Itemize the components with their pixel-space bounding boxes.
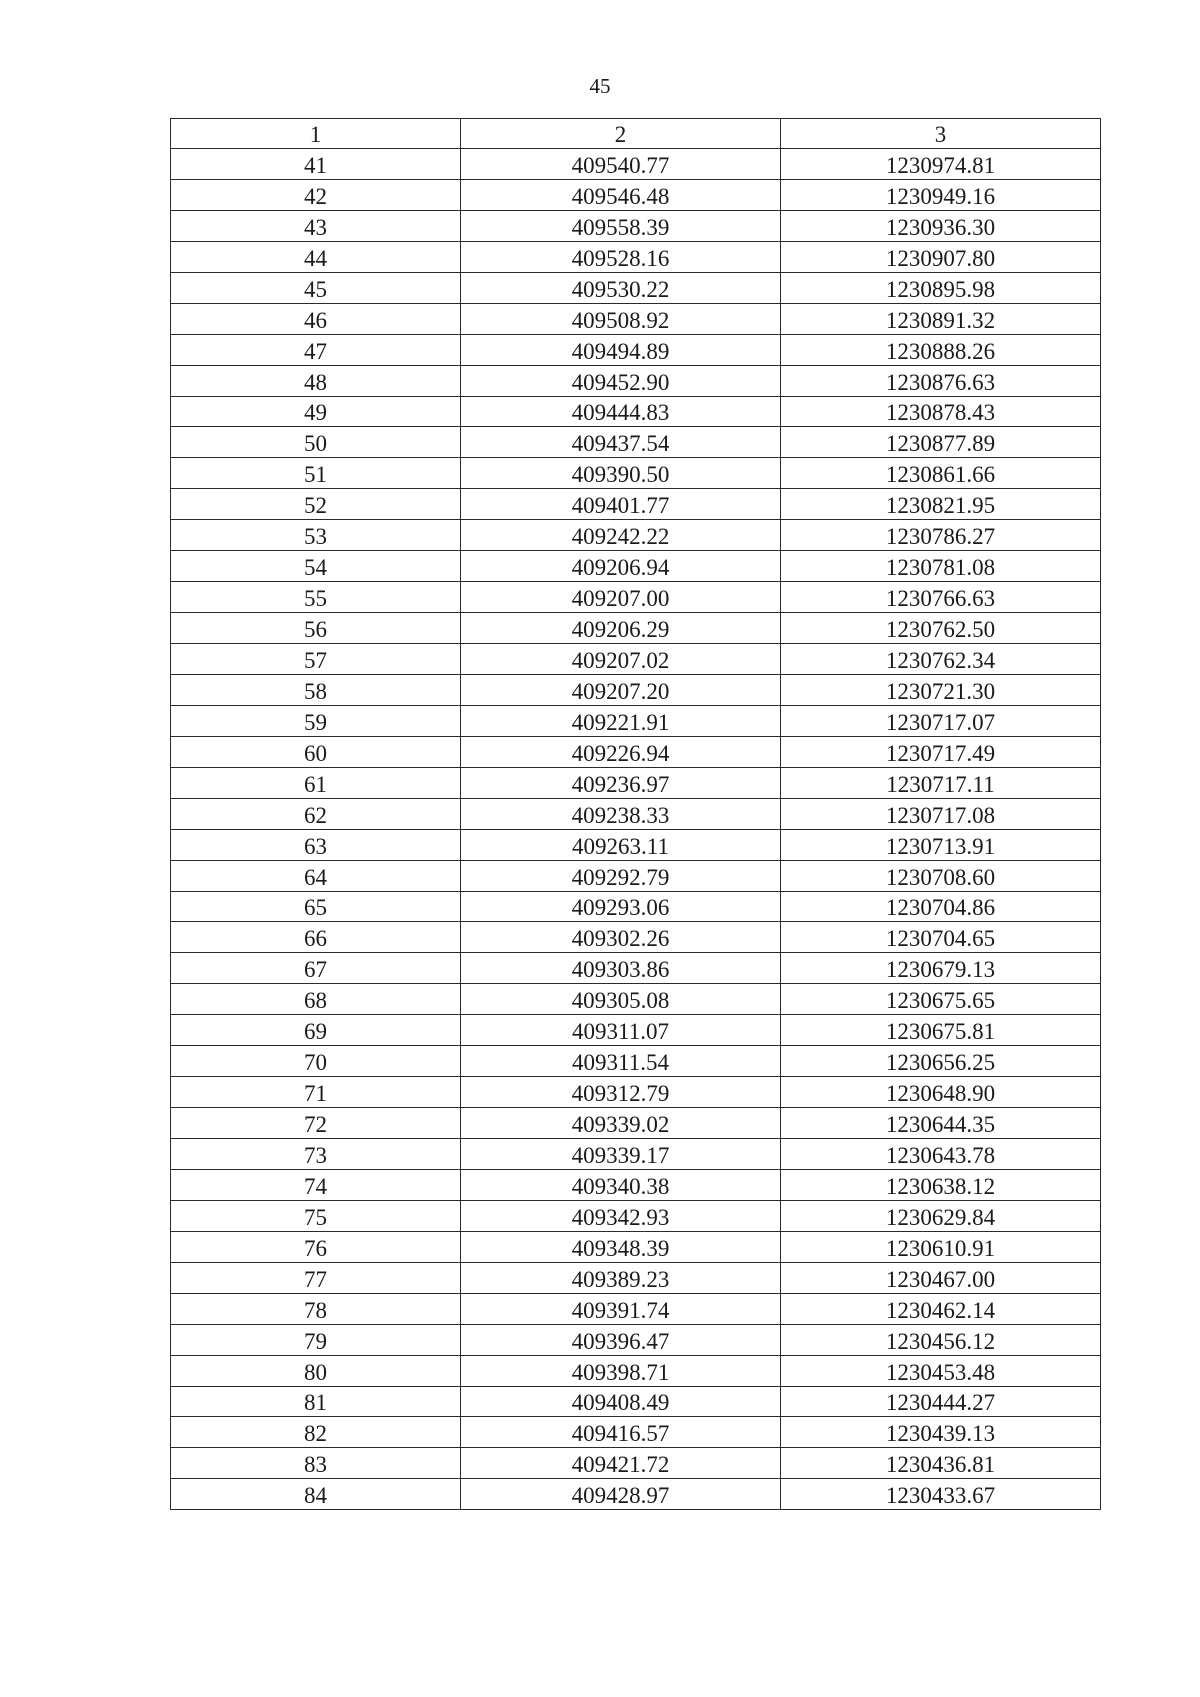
point-number-cell: 68 <box>171 984 461 1015</box>
point-number-cell: 64 <box>171 860 461 891</box>
x-coordinate-cell: 409339.02 <box>461 1108 781 1139</box>
table-row <box>171 1139 1101 1170</box>
table-row <box>171 705 1101 736</box>
y-coordinate-cell: 1230644.35 <box>781 1108 1101 1139</box>
x-coordinate-cell: 409226.94 <box>461 736 781 767</box>
table-header-row <box>171 119 1101 149</box>
point-number-cell: 47 <box>171 334 461 365</box>
y-coordinate-cell: 1230704.86 <box>781 891 1101 922</box>
table-row <box>171 489 1101 520</box>
x-coordinate-cell: 409206.94 <box>461 551 781 582</box>
table-row <box>171 953 1101 984</box>
point-number-cell: 46 <box>171 303 461 334</box>
point-number-cell: 73 <box>171 1139 461 1170</box>
x-coordinate-cell: 409508.92 <box>461 303 781 334</box>
y-coordinate-cell: 1230467.00 <box>781 1262 1101 1293</box>
y-coordinate-cell: 1230936.30 <box>781 210 1101 241</box>
table-row <box>171 1108 1101 1139</box>
table-row <box>171 272 1101 303</box>
y-coordinate-cell: 1230456.12 <box>781 1324 1101 1355</box>
x-coordinate-cell: 409238.33 <box>461 798 781 829</box>
point-number-cell: 59 <box>171 705 461 736</box>
column-header-3: 3 <box>781 119 1101 149</box>
table-row <box>171 1479 1101 1510</box>
table-row <box>171 674 1101 705</box>
table-row <box>171 210 1101 241</box>
y-coordinate-cell: 1230786.27 <box>781 520 1101 551</box>
table-row <box>171 829 1101 860</box>
table-row <box>171 365 1101 396</box>
point-number-cell: 54 <box>171 551 461 582</box>
y-coordinate-cell: 1230762.50 <box>781 613 1101 644</box>
table-row <box>171 1015 1101 1046</box>
point-number-cell: 51 <box>171 458 461 489</box>
table-row <box>171 1200 1101 1231</box>
x-coordinate-cell: 409342.93 <box>461 1200 781 1231</box>
x-coordinate-cell: 409540.77 <box>461 149 781 180</box>
y-coordinate-cell: 1230821.95 <box>781 489 1101 520</box>
point-number-cell: 53 <box>171 520 461 551</box>
point-number-cell: 72 <box>171 1108 461 1139</box>
table-row <box>171 613 1101 644</box>
x-coordinate-cell: 409236.97 <box>461 767 781 798</box>
point-number-cell: 65 <box>171 891 461 922</box>
x-coordinate-cell: 409348.39 <box>461 1231 781 1262</box>
table-row <box>171 396 1101 427</box>
x-coordinate-cell: 409311.07 <box>461 1015 781 1046</box>
point-number-cell: 50 <box>171 427 461 458</box>
x-coordinate-cell: 409207.20 <box>461 674 781 705</box>
point-number-cell: 57 <box>171 644 461 675</box>
y-coordinate-cell: 1230679.13 <box>781 953 1101 984</box>
x-coordinate-cell: 409444.83 <box>461 396 781 427</box>
x-coordinate-cell: 409401.77 <box>461 489 781 520</box>
x-coordinate-cell: 409263.11 <box>461 829 781 860</box>
x-coordinate-cell: 409340.38 <box>461 1169 781 1200</box>
y-coordinate-cell: 1230675.65 <box>781 984 1101 1015</box>
table-row <box>171 1355 1101 1386</box>
point-number-cell: 71 <box>171 1077 461 1108</box>
x-coordinate-cell: 409242.22 <box>461 520 781 551</box>
table-row <box>171 767 1101 798</box>
point-number-cell: 61 <box>171 767 461 798</box>
y-coordinate-cell: 1230717.11 <box>781 767 1101 798</box>
x-coordinate-cell: 409391.74 <box>461 1293 781 1324</box>
point-number-cell: 69 <box>171 1015 461 1046</box>
x-coordinate-cell: 409389.23 <box>461 1262 781 1293</box>
point-number-cell: 84 <box>171 1479 461 1510</box>
point-number-cell: 70 <box>171 1046 461 1077</box>
y-coordinate-cell: 1230648.90 <box>781 1077 1101 1108</box>
x-coordinate-cell: 409408.49 <box>461 1386 781 1417</box>
point-number-cell: 62 <box>171 798 461 829</box>
table-row <box>171 1293 1101 1324</box>
y-coordinate-cell: 1230974.81 <box>781 149 1101 180</box>
point-number-cell: 41 <box>171 149 461 180</box>
table-row <box>171 520 1101 551</box>
x-coordinate-cell: 409428.97 <box>461 1479 781 1510</box>
y-coordinate-cell: 1230878.43 <box>781 396 1101 427</box>
table-row <box>171 736 1101 767</box>
point-number-cell: 82 <box>171 1417 461 1448</box>
point-number-cell: 56 <box>171 613 461 644</box>
table-row <box>171 241 1101 272</box>
table-row <box>171 860 1101 891</box>
y-coordinate-cell: 1230717.49 <box>781 736 1101 767</box>
table-row <box>171 149 1101 180</box>
table-row <box>171 179 1101 210</box>
point-number-cell: 81 <box>171 1386 461 1417</box>
x-coordinate-cell: 409206.29 <box>461 613 781 644</box>
point-number-cell: 63 <box>171 829 461 860</box>
x-coordinate-cell: 409390.50 <box>461 458 781 489</box>
table-row <box>171 1169 1101 1200</box>
y-coordinate-cell: 1230444.27 <box>781 1386 1101 1417</box>
point-number-cell: 67 <box>171 953 461 984</box>
coordinates-table <box>170 118 1101 1510</box>
point-number-cell: 58 <box>171 674 461 705</box>
y-coordinate-cell: 1230610.91 <box>781 1231 1101 1262</box>
y-coordinate-cell: 1230629.84 <box>781 1200 1101 1231</box>
x-coordinate-cell: 409302.26 <box>461 922 781 953</box>
y-coordinate-cell: 1230675.81 <box>781 1015 1101 1046</box>
point-number-cell: 83 <box>171 1448 461 1479</box>
table-row <box>171 984 1101 1015</box>
table-row <box>171 644 1101 675</box>
x-coordinate-cell: 409530.22 <box>461 272 781 303</box>
x-coordinate-cell: 409207.00 <box>461 582 781 613</box>
column-header-2: 2 <box>461 119 781 149</box>
point-number-cell: 43 <box>171 210 461 241</box>
table-row <box>171 922 1101 953</box>
y-coordinate-cell: 1230891.32 <box>781 303 1101 334</box>
y-coordinate-cell: 1230717.08 <box>781 798 1101 829</box>
y-coordinate-cell: 1230888.26 <box>781 334 1101 365</box>
table-row <box>171 551 1101 582</box>
point-number-cell: 45 <box>171 272 461 303</box>
point-number-cell: 49 <box>171 396 461 427</box>
table-row <box>171 582 1101 613</box>
point-number-cell: 79 <box>171 1324 461 1355</box>
table-row <box>171 303 1101 334</box>
y-coordinate-cell: 1230638.12 <box>781 1169 1101 1200</box>
y-coordinate-cell: 1230895.98 <box>781 272 1101 303</box>
x-coordinate-cell: 409398.71 <box>461 1355 781 1386</box>
table-row <box>171 1231 1101 1262</box>
x-coordinate-cell: 409303.86 <box>461 953 781 984</box>
y-coordinate-cell: 1230433.67 <box>781 1479 1101 1510</box>
y-coordinate-cell: 1230907.80 <box>781 241 1101 272</box>
point-number-cell: 55 <box>171 582 461 613</box>
table-row <box>171 1046 1101 1077</box>
y-coordinate-cell: 1230643.78 <box>781 1139 1101 1170</box>
x-coordinate-cell: 409305.08 <box>461 984 781 1015</box>
x-coordinate-cell: 409558.39 <box>461 210 781 241</box>
point-number-cell: 44 <box>171 241 461 272</box>
table-row <box>171 798 1101 829</box>
x-coordinate-cell: 409396.47 <box>461 1324 781 1355</box>
x-coordinate-cell: 409494.89 <box>461 334 781 365</box>
y-coordinate-cell: 1230781.08 <box>781 551 1101 582</box>
point-number-cell: 52 <box>171 489 461 520</box>
y-coordinate-cell: 1230861.66 <box>781 458 1101 489</box>
table-row <box>171 1077 1101 1108</box>
table-body <box>171 149 1101 1510</box>
y-coordinate-cell: 1230436.81 <box>781 1448 1101 1479</box>
point-number-cell: 78 <box>171 1293 461 1324</box>
table-row <box>171 1386 1101 1417</box>
y-coordinate-cell: 1230717.07 <box>781 705 1101 736</box>
y-coordinate-cell: 1230721.30 <box>781 674 1101 705</box>
x-coordinate-cell: 409528.16 <box>461 241 781 272</box>
point-number-cell: 80 <box>171 1355 461 1386</box>
x-coordinate-cell: 409312.79 <box>461 1077 781 1108</box>
y-coordinate-cell: 1230439.13 <box>781 1417 1101 1448</box>
point-number-cell: 48 <box>171 365 461 396</box>
x-coordinate-cell: 409311.54 <box>461 1046 781 1077</box>
y-coordinate-cell: 1230876.63 <box>781 365 1101 396</box>
y-coordinate-cell: 1230462.14 <box>781 1293 1101 1324</box>
y-coordinate-cell: 1230762.34 <box>781 644 1101 675</box>
y-coordinate-cell: 1230877.89 <box>781 427 1101 458</box>
y-coordinate-cell: 1230766.63 <box>781 582 1101 613</box>
table-row <box>171 1324 1101 1355</box>
x-coordinate-cell: 409421.72 <box>461 1448 781 1479</box>
x-coordinate-cell: 409293.06 <box>461 891 781 922</box>
point-number-cell: 77 <box>171 1262 461 1293</box>
table-row <box>171 458 1101 489</box>
table-row <box>171 427 1101 458</box>
table-row <box>171 1448 1101 1479</box>
y-coordinate-cell: 1230713.91 <box>781 829 1101 860</box>
x-coordinate-cell: 409546.48 <box>461 179 781 210</box>
table-row <box>171 891 1101 922</box>
y-coordinate-cell: 1230708.60 <box>781 860 1101 891</box>
point-number-cell: 75 <box>171 1200 461 1231</box>
point-number-cell: 60 <box>171 736 461 767</box>
x-coordinate-cell: 409339.17 <box>461 1139 781 1170</box>
x-coordinate-cell: 409292.79 <box>461 860 781 891</box>
coordinates-table-container <box>170 118 1100 1510</box>
y-coordinate-cell: 1230656.25 <box>781 1046 1101 1077</box>
page-number: 45 <box>589 74 611 98</box>
point-number-cell: 76 <box>171 1231 461 1262</box>
x-coordinate-cell: 409221.91 <box>461 705 781 736</box>
table-row <box>171 334 1101 365</box>
x-coordinate-cell: 409416.57 <box>461 1417 781 1448</box>
table-row <box>171 1417 1101 1448</box>
x-coordinate-cell: 409207.02 <box>461 644 781 675</box>
table-row <box>171 1262 1101 1293</box>
y-coordinate-cell: 1230704.65 <box>781 922 1101 953</box>
y-coordinate-cell: 1230453.48 <box>781 1355 1101 1386</box>
point-number-cell: 74 <box>171 1169 461 1200</box>
point-number-cell: 66 <box>171 922 461 953</box>
y-coordinate-cell: 1230949.16 <box>781 179 1101 210</box>
x-coordinate-cell: 409452.90 <box>461 365 781 396</box>
column-header-1: 1 <box>171 119 461 149</box>
x-coordinate-cell: 409437.54 <box>461 427 781 458</box>
point-number-cell: 42 <box>171 179 461 210</box>
